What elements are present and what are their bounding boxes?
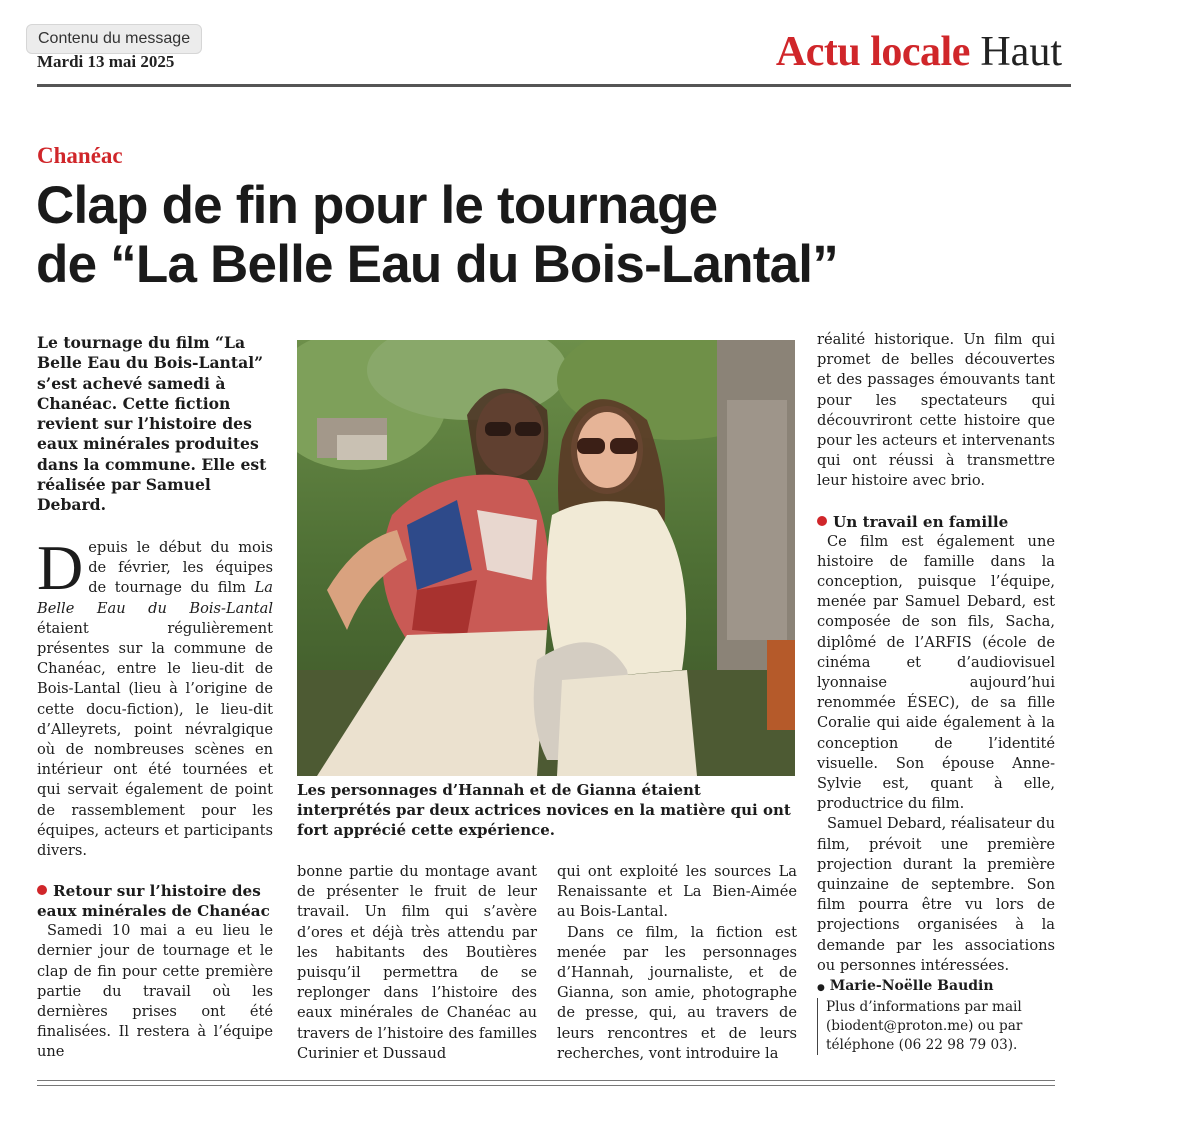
footer-rule <box>37 1080 1055 1081</box>
red-bullet-icon <box>817 516 827 526</box>
headline-line-2: de “La Belle Eau du Bois-Lantal” <box>36 235 838 294</box>
red-bullet-icon <box>37 885 47 895</box>
subheading-family <box>817 512 1055 532</box>
column-3 <box>557 862 797 1064</box>
message-content-tooltip: Contenu du message <box>26 24 202 54</box>
paragraph-3: bonne partie du montage avant de présenter le fruit de leur travail. Un film qui s’avère d’ores et déjà très attendu par les habitants des Boutières puisqu’il permettra de se replonger dans l’histoire des eaux minérales de Chanéac au travers de l’histoire des familles Curinier et Dussaud <box>297 863 537 1062</box>
section-title <box>776 28 1062 76</box>
issue-date: Mardi 13 mai 2025 <box>37 52 175 71</box>
footer-rule-2 <box>37 1085 1055 1086</box>
subheading-family-text: Un travail en famille <box>833 512 1009 531</box>
headline-line-1: Clap de fin pour le tournage <box>36 176 718 235</box>
paragraph-1 <box>37 532 273 861</box>
paragraph-5: Dans ce film, la fiction est menée par les personnages d’Hannah, journaliste, et de Gianna, son amie, photographe de presse, qui, au travers de leurs rencontres et de leurs recherches, vont introduire la <box>557 923 797 1062</box>
paragraph-6: réalité historique. Un film qui promet de belles découvertes et des passages émouvants tant pour les spectateurs qui découvriront cette histoire que pour les acteurs et intervenants qui ont réussi à transmettre leur histoire avec brio. <box>817 331 1055 490</box>
section-title-red: Actu locale <box>775 29 970 75</box>
article-headline <box>36 176 1066 294</box>
article-lead: Le tournage du film “La Belle Eau du Bois-Lantal” s’est achevé samedi à Chanéac. Cette fiction revient sur l’histoire des eaux minérales produites dans la commune. Elle est réalisée par Samuel Debard. <box>37 333 267 515</box>
drop-cap: D <box>37 532 84 603</box>
contact-info: Plus d’informations par mail (biodent@proton.me) ou par téléphone (06 22 98 79 03). <box>817 998 1055 1055</box>
subheading-history <box>37 881 273 921</box>
paragraph-7: Ce film est également une histoire de famille dans la conception, puisque l’équipe, menée par Samuel Debard, est composée de son fils, Sacha, diplômé de l’ARFIS (école de cinéma et d’audiovisuel lyonnaise aujourd’hui renommée ÉSEC), de sa fille Coralie qui aide également à la conception de l’identité visuelle. Son épouse Anne-Sylvie est, quant à elle, productrice du film. <box>817 532 1055 813</box>
author-signature: ● Marie-Noëlle Baudin <box>817 978 994 995</box>
photo-two-actresses <box>297 340 795 776</box>
column-2 <box>297 862 537 1064</box>
film-title-italic: La Belle Eau du Bois-Lantal <box>37 579 273 617</box>
paragraph-2: Samedi 10 mai a eu lieu le dernier jour de tournage et le clap de fin pour cette première partie du travail où les dernières prises ont été finalisées. Il restera à l’équipe une <box>37 922 273 1061</box>
column-1 <box>37 532 273 1063</box>
column-4 <box>817 330 1055 1055</box>
section-title-black: Haut <box>980 29 1062 75</box>
paragraph-1-end: étaient régulièrement présentes sur la commune de Chanéac, entre le lieu-dit de Bois-Lantal (lieu à l’origine de cette docu-fiction), le lieu-dit d’Alleyrets, point névralgique où de nombreuses scènes en intérieur ont été tournées et qui servait également de point de rassemblement pour les équipes, acteurs et participants divers. <box>37 619 273 860</box>
paragraph-4: qui ont exploité les sources La Renaissante et La Bien-Aimée au Bois-Lantal. <box>557 863 797 921</box>
photo-caption: Les personnages d’Hannah et de Gianna étaient interprétés par deux actrices novices en la matière qui ont fort apprécié cette expérience. <box>297 781 791 839</box>
header-rule <box>37 84 1071 87</box>
article-kicker: Chanéac <box>37 143 123 168</box>
article-photo <box>297 340 795 776</box>
paragraph-1-start: epuis le début du mois de février, les équipes de tournage du film <box>88 539 273 597</box>
paragraph-8: Samuel Debard, réalisateur du film, prévoit une première projection durant la première quinzaine de septembre. Son film pourra être vu lors de projections organisées à la demande par les associations ou personnes intéressées. <box>817 815 1055 974</box>
subheading-history-text: Retour sur l’histoire des eaux minérales de Chanéac <box>37 882 270 921</box>
author-name: Marie-Noëlle Baudin <box>829 978 994 995</box>
